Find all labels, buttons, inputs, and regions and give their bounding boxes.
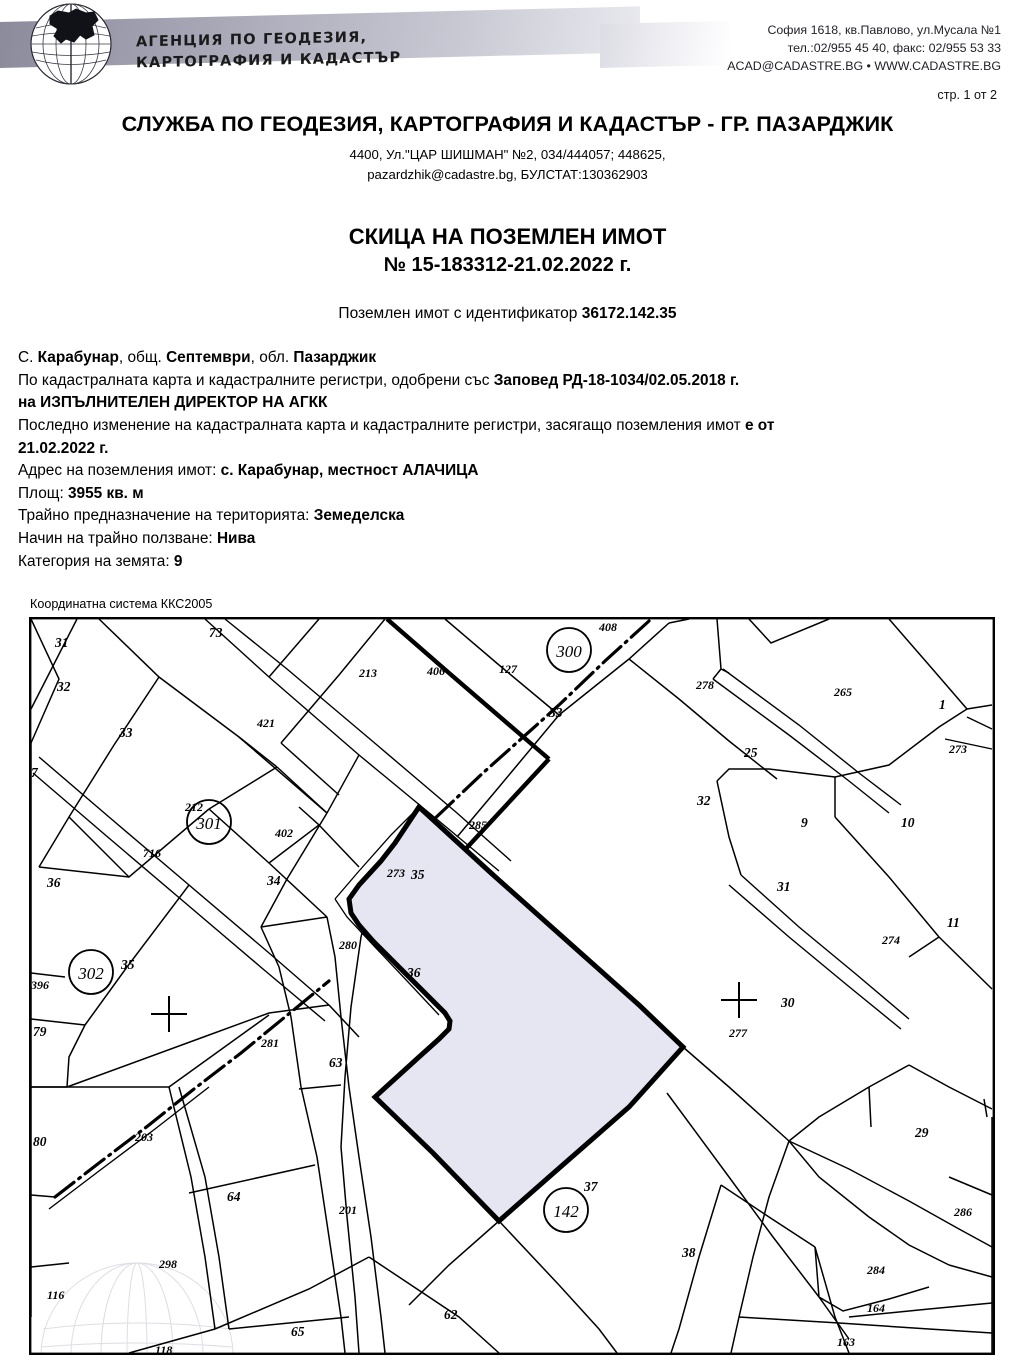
parcel-label-11-28: 11 <box>947 915 960 930</box>
detail-authority <box>18 392 996 415</box>
parcel-label-201-45: 201 <box>339 1203 357 1217</box>
parcel-label-163-53: 163 <box>837 1335 855 1349</box>
district-label: , обл. <box>250 349 294 366</box>
parcel-label-10-21: 10 <box>901 815 915 830</box>
circled-label-300: 300 <box>556 642 582 661</box>
page-title: СКИЦА НА ПОЗЕМЛЕН ИМОТ <box>348 224 667 249</box>
parcel-label-32-2: 32 <box>57 679 71 694</box>
parcel-label-65-52: 65 <box>291 1324 305 1339</box>
agency-contact <box>727 22 1001 76</box>
map-parcel-lines-right <box>669 619 992 1029</box>
agency-globe-logo <box>28 2 114 86</box>
usage-value: Нива <box>216 530 256 548</box>
parcel-label-38-48: 38 <box>682 1245 696 1260</box>
parcel-label-63-38: 63 <box>329 1055 343 1070</box>
municipality-label: , общ. <box>118 349 167 366</box>
parcel-label-396-33: 396 <box>31 978 49 992</box>
usage-label: Начин на трайно ползване: <box>18 530 217 548</box>
parcel-label-116-49: 116 <box>47 1288 65 1302</box>
detail-cadastre-order <box>18 370 996 393</box>
parcel-label-164-50: 164 <box>867 1301 885 1315</box>
identifier-label: Поземлен имот с идентификатор <box>338 305 582 322</box>
office-subtitle <box>0 145 1015 185</box>
map-parcel-lines-center <box>31 875 385 1353</box>
purpose-label: Трайно предназначение на територията: <box>18 507 314 525</box>
order-number: Заповед РД-18-1034/02.05.2018 г. <box>493 371 740 389</box>
parcel-label-34-23: 34 <box>267 873 281 888</box>
parcel-label-421-11: 421 <box>257 716 275 730</box>
parcel-label-62-51: 62 <box>444 1307 458 1322</box>
authority-prefix: на <box>18 394 41 412</box>
parcel-label-33-10: 33 <box>119 725 133 740</box>
last-change-label: Последно изменение на кадастралната карта и кадастралните регистри, засягащо поземления имот <box>18 416 745 434</box>
parcel-label-273-14: 273 <box>949 742 967 756</box>
parcel-label-35-30: 35 <box>121 957 135 972</box>
parcel-label-274-32: 274 <box>882 933 900 947</box>
office-email: pazardzhik@cadastre.bg, БУЛСТАТ:130362903 <box>367 166 648 182</box>
purpose-value: Земеделска <box>313 507 405 525</box>
circled-label-302: 302 <box>78 964 104 983</box>
area-value: 3955 кв. м <box>68 484 144 502</box>
parcel-label-284-47: 284 <box>867 1263 885 1277</box>
agency-name-line1: АГЕНЦИЯ ПО ГЕОДЕЗИЯ, <box>136 29 368 51</box>
parcel-label-36-26: 36 <box>47 875 61 890</box>
watermark-globe <box>41 1263 233 1355</box>
coordinate-system-label: Координатна система ККС2005 <box>30 597 213 611</box>
contact-phone: тел.:02/955 45 40, факс: 02/955 53 33 <box>787 40 1001 55</box>
parcel-label-716-22: 716 <box>143 846 161 860</box>
parcel-label-37-42: 37 <box>584 1179 598 1194</box>
parcel-label-1-9: 1 <box>939 697 946 712</box>
detail-purpose <box>18 505 996 528</box>
parcel-label-280-29: 280 <box>339 938 357 952</box>
location-prefix: С. <box>18 349 38 366</box>
contact-web: ACAD@CADASTRE.BG • WWW.CADASTRE.BG <box>727 58 1001 73</box>
parcel-label-203-40: 203 <box>135 1130 153 1144</box>
parcel-label-273-24: 273 <box>387 866 405 880</box>
detail-usage <box>18 528 996 551</box>
parcel-label-9-20: 9 <box>801 815 808 830</box>
authority-name: ИЗПЪЛНИТЕЛЕН ДИРЕКТОР НА АГКК <box>40 394 328 412</box>
parcel-label-278-7: 278 <box>696 678 714 692</box>
parcel-label-31-27: 31 <box>777 879 791 894</box>
address-value: с. Карабунар, местност АЛАЧИЦА <box>220 462 479 480</box>
area-label: Площ: <box>18 484 68 502</box>
detail-address <box>18 460 996 483</box>
detail-last-change <box>18 415 996 438</box>
category-label: Категория на земята: <box>18 552 174 570</box>
parcel-label-25-13: 25 <box>744 745 758 760</box>
parcel-label-406-4: 406 <box>427 664 445 678</box>
circled-label-142: 142 <box>553 1202 579 1221</box>
parcel-label-118-54: 118 <box>155 1343 173 1355</box>
detail-area <box>18 483 996 506</box>
district-name: Пазарджик <box>293 349 377 366</box>
parcel-label-127-5: 127 <box>499 662 517 676</box>
municipality-name: Септември <box>166 349 251 366</box>
parcel-label-30-34: 30 <box>781 995 795 1010</box>
parcel-label-64-44: 64 <box>227 1189 241 1204</box>
parcel-label-408-6: 408 <box>599 620 617 634</box>
agency-name <box>136 24 556 74</box>
parcel-label-298-46: 298 <box>159 1257 177 1271</box>
parcel-label-265-8: 265 <box>834 685 852 699</box>
parcel-label-402-17: 402 <box>275 826 293 840</box>
parcel-label-32-19: 32 <box>697 793 711 808</box>
agency-name-line2: КАРТОГРАФИЯ И КАДАСТЪР <box>136 49 402 71</box>
parcel-label-29-41: 29 <box>915 1125 929 1140</box>
page-indicator: стр. 1 от 2 <box>937 88 997 102</box>
office-title: СЛУЖБА ПО ГЕОДЕЗИЯ, КАРТОГРАФИЯ И КАДАСТЪР - ГР. ПАЗАРДЖИК <box>121 112 894 136</box>
parcel-label-277-36: 277 <box>729 1026 747 1040</box>
last-change-date: 21.02.2022 г. <box>18 439 109 457</box>
parcel-label-79-35: 79 <box>33 1024 47 1039</box>
parcel-label-36-31: 36 <box>407 965 421 980</box>
document-number: № 15-183312-21.02.2022 г. <box>383 253 632 276</box>
cadastral-map[interactable] <box>29 617 995 1355</box>
contact-address: София 1618, кв.Павлово, ул.Мусала №1 <box>767 23 1001 37</box>
parcel-label-31-0: 31 <box>55 635 69 650</box>
parcel-label-7-15: 7 <box>31 765 38 780</box>
category-value: 9 <box>173 552 183 570</box>
property-identifier <box>0 305 1015 323</box>
parcel-label-73-1: 73 <box>209 625 223 640</box>
letterhead <box>0 0 1015 88</box>
document-title-block <box>0 222 1015 279</box>
detail-category <box>18 551 996 574</box>
parcel-label-281-37: 281 <box>261 1036 279 1050</box>
parcel-label-285-18: 285 <box>469 818 487 832</box>
office-address: 4400, Ул."ЦАР ШИШМАН" №2, 034/444057; 448625, <box>349 147 666 162</box>
last-change-bold: е от <box>744 416 775 434</box>
detail-location <box>18 347 996 370</box>
parcel-label-213-3: 213 <box>359 666 377 680</box>
parcel-label-212-16: 212 <box>185 800 203 814</box>
cadastre-line-label: По кадастралната карта и кадастралните регистри, одобрени със <box>18 371 494 389</box>
letterhead-band-tail <box>600 21 730 68</box>
cadastral-map-svg <box>29 617 995 1355</box>
parcel-label-33-12: 33 <box>549 705 563 720</box>
parcel-label-35-25: 35 <box>411 867 425 882</box>
circled-label-301: 301 <box>196 814 222 833</box>
detail-last-change-date <box>18 438 996 461</box>
village-name: Карабунар <box>37 349 119 366</box>
parcel-label-286-43: 286 <box>954 1205 972 1219</box>
identifier-value: 36172.142.35 <box>581 305 677 322</box>
property-details <box>18 347 996 573</box>
address-label: Адрес на поземления имот: <box>18 462 221 480</box>
parcel-label-80-39: 80 <box>33 1134 47 1149</box>
